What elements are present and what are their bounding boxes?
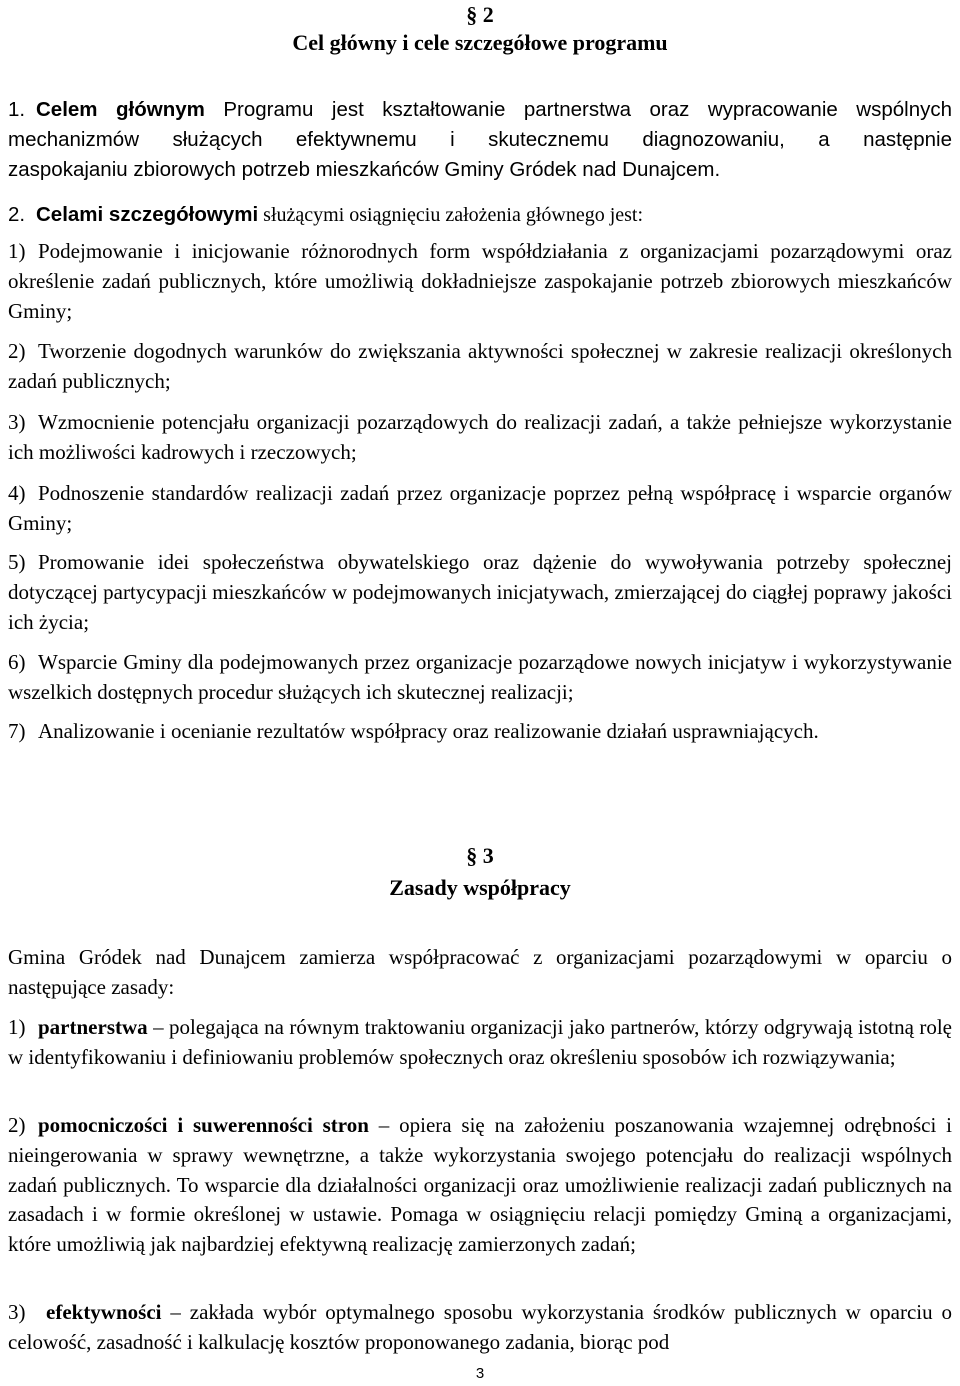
item-number: 5) (8, 550, 26, 574)
goal-item (8, 408, 952, 468)
goal-specific-bold: Celami szczegółowymi (36, 203, 259, 226)
principle-item (8, 1013, 952, 1073)
item-number: 3) (8, 410, 26, 434)
goal-item (8, 237, 952, 326)
principle-name: pomocniczości i suwerenności stron (38, 1113, 369, 1137)
item-text: – polegająca na równym traktowaniu organizacji jako partnerów, którzy odgrywają istotną rolę w identyfikowaniu i definiowaniu problemów społecznych oraz określeniu sposobów ich rozwiązywania; (8, 1015, 952, 1069)
goal-item (8, 548, 952, 637)
goal-main-bold: Celem głównym (36, 98, 205, 121)
item-text: – opiera się na założeniu poszanowania wzajemnej odrębności i nieingerowania w sprawy wewnętrzne, a także wykorzystania swojego potencjału do realizacji wspólnych zadań publicznych. To wsparcie dla działalności organizacji oraz umożliwienie realizacji zadań publicznych na zasadach i w formie określonej w ustawie. Pomaga w osiągnięciu relacji pomiędzy Gminą a organizacjami, które umożliwią jak najbardziej efektywną realizację zamierzonych zadań; (8, 1113, 952, 1257)
item-number: 2) (8, 339, 26, 363)
item-number: 4) (8, 481, 26, 505)
item-number: 1) (8, 1015, 26, 1039)
section-3-title: Zasady współpracy (389, 875, 571, 900)
item-text: Promowanie idei społeczeństwa obywatelskiego oraz dążenie do wywoływania potrzeby społecznej dotyczącej partycypacji mieszkańców w podejmowanych inicjatywach, zmierzającej do ciągłej poprawy jakości ich życia; (8, 550, 952, 634)
goal-specific-number: 2. (8, 203, 26, 226)
item-text: Podejmowanie i inicjowanie różnorodnych form współdziałania z organizacjami pozarządowymi oraz określenie zadań publicznych, które umożliwią dokładniejsze zaspokajanie potrzeb zbiorowych mieszkańców Gminy; (8, 239, 952, 323)
goal-item (8, 479, 952, 539)
item-text: Podnoszenie standardów realizacji zadań przez organizacje poprzez pełną współpracę i wsparcie organów Gminy; (8, 481, 952, 535)
item-number: 6) (8, 650, 26, 674)
item-text: Tworzenie dogodnych warunków do zwiększania aktywności społecznej w zakresie realizacji określonych zadań publicznych; (8, 339, 952, 393)
goal-specific-rest: służącymi osiągnięciu założenia głównego jest: (258, 204, 644, 226)
principle-name: partnerstwa (38, 1015, 148, 1039)
principle-name: efektywności (46, 1300, 162, 1324)
section-3-symbol: § 3 (466, 843, 494, 868)
item-text: – zakłada wybór optymalnego sposobu wykorzystania środków publicznych w oparciu o celowość, zasadność i kalkulację kosztów proponowanego zadania, biorąc pod (8, 1300, 952, 1354)
goal-main-line-2: mechanizmów służących efektywnemu i skutecznemu diagnozowaniu, a następnie (8, 127, 952, 151)
principles-intro: Gmina Gródek nad Dunajcem zamierza współpracować z organizacjami pozarządowymi w oparciu o następujące zasady: (8, 945, 952, 999)
goal-specific-paragraph (8, 200, 952, 231)
item-number: 3) (8, 1300, 26, 1324)
section-2-title: Cel główny i cele szczegółowe programu (292, 30, 668, 55)
section-2-symbol: § 2 (466, 2, 494, 27)
principle-item (8, 1111, 952, 1260)
goal-main-paragraph (8, 95, 952, 184)
principle-item (8, 1298, 952, 1358)
item-number: 2) (8, 1113, 26, 1137)
goal-item (8, 717, 952, 747)
item-text: Wsparcie Gminy dla podejmowanych przez organizacje pozarządowe nowych inicjatyw i wykorzystywanie wszelkich dostępnych procedur służących ich skutecznej realizacji; (8, 650, 952, 704)
item-text: Analizowanie i ocenianie rezultatów współpracy oraz realizowanie działań usprawniających. (38, 719, 819, 743)
item-text: Wzmocnienie potencjału organizacji pozarządowych do realizacji zadań, a także pełniejsze wykorzystanie ich możliwości kadrowych i rzeczowych; (8, 410, 952, 464)
goal-main-number: 1. (8, 98, 26, 121)
page-number: 3 (475, 1365, 485, 1382)
goal-main-line-3: zaspokajaniu zbiorowych potrzeb mieszkańców Gminy Gródek nad Dunajcem. (8, 157, 721, 181)
goal-main-rest: Programu jest kształtowanie partnerstwa oraz wypracowanie wspólnych (204, 98, 952, 121)
item-number: 7) (8, 719, 26, 743)
goal-item (8, 337, 952, 397)
goal-main-line-1 (8, 95, 952, 125)
goal-item (8, 648, 952, 708)
item-number: 1) (8, 239, 26, 263)
